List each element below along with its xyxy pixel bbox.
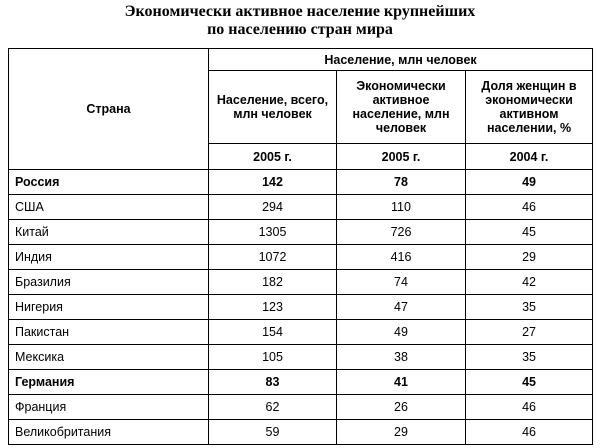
- cell-population: 142: [209, 170, 337, 195]
- cell-women-share: 46: [466, 395, 593, 420]
- cell-country: Германия: [9, 370, 209, 395]
- cell-country: Бразилия: [9, 270, 209, 295]
- cell-women-share: 27: [466, 320, 593, 345]
- cell-country: Мексика: [9, 345, 209, 370]
- table-row: [9, 295, 593, 320]
- cell-country: Индия: [9, 245, 209, 270]
- cell-active-population: 26: [337, 395, 466, 420]
- cell-population: 1305: [209, 220, 337, 245]
- cell-country: Россия: [9, 170, 209, 195]
- table-row: [9, 370, 593, 395]
- cell-population: 59: [209, 420, 337, 445]
- header-total-population: Население, всего, млн человек: [209, 71, 337, 144]
- cell-country: Пакистан: [9, 320, 209, 345]
- table-row: [9, 195, 593, 220]
- cell-population: 294: [209, 195, 337, 220]
- cell-country: Нигерия: [9, 295, 209, 320]
- cell-active-population: 74: [337, 270, 466, 295]
- cell-active-population: 726: [337, 220, 466, 245]
- table-title: [0, 0, 600, 40]
- cell-women-share: 46: [466, 420, 593, 445]
- header-country: Страна: [9, 49, 209, 170]
- cell-population: 123: [209, 295, 337, 320]
- cell-women-share: 45: [466, 220, 593, 245]
- cell-active-population: 41: [337, 370, 466, 395]
- cell-population: 83: [209, 370, 337, 395]
- cell-women-share: 29: [466, 245, 593, 270]
- header-year-active: 2005 г.: [337, 144, 466, 170]
- cell-population: 182: [209, 270, 337, 295]
- table-row: [9, 220, 593, 245]
- header-women-share: Доля женщин в экономически активном населении, %: [466, 71, 593, 144]
- cell-active-population: 110: [337, 195, 466, 220]
- table-row: [9, 170, 593, 195]
- header-year-women: 2004 г.: [466, 144, 593, 170]
- cell-active-population: 29: [337, 420, 466, 445]
- cell-active-population: 78: [337, 170, 466, 195]
- cell-active-population: 49: [337, 320, 466, 345]
- cell-women-share: 46: [466, 195, 593, 220]
- table-title-line-1: Экономически активное население крупнейших: [124, 3, 476, 20]
- table-title-line-2: по населению стран мира: [207, 21, 393, 38]
- cell-population: 154: [209, 320, 337, 345]
- cell-country: Великобритания: [9, 420, 209, 445]
- table-row: [9, 270, 593, 295]
- cell-population: 1072: [209, 245, 337, 270]
- cell-women-share: 35: [466, 295, 593, 320]
- header-population-group: Население, млн человек: [209, 49, 593, 71]
- cell-country: Франция: [9, 395, 209, 420]
- header-year-total: 2005 г.: [209, 144, 337, 170]
- cell-women-share: 35: [466, 345, 593, 370]
- cell-women-share: 49: [466, 170, 593, 195]
- header-active-population: Экономически активное население, млн человек: [337, 71, 466, 144]
- table-row: [9, 345, 593, 370]
- cell-population: 62: [209, 395, 337, 420]
- cell-country: Китай: [9, 220, 209, 245]
- cell-active-population: 38: [337, 345, 466, 370]
- cell-country: США: [9, 195, 209, 220]
- cell-population: 105: [209, 345, 337, 370]
- table-body: [9, 170, 593, 445]
- table-row: [9, 245, 593, 270]
- cell-women-share: 42: [466, 270, 593, 295]
- table-header: [9, 49, 593, 170]
- population-table: [8, 48, 593, 445]
- table-row: [9, 395, 593, 420]
- cell-women-share: 45: [466, 370, 593, 395]
- cell-active-population: 47: [337, 295, 466, 320]
- cell-active-population: 416: [337, 245, 466, 270]
- table-row: [9, 320, 593, 345]
- table-row: [9, 420, 593, 445]
